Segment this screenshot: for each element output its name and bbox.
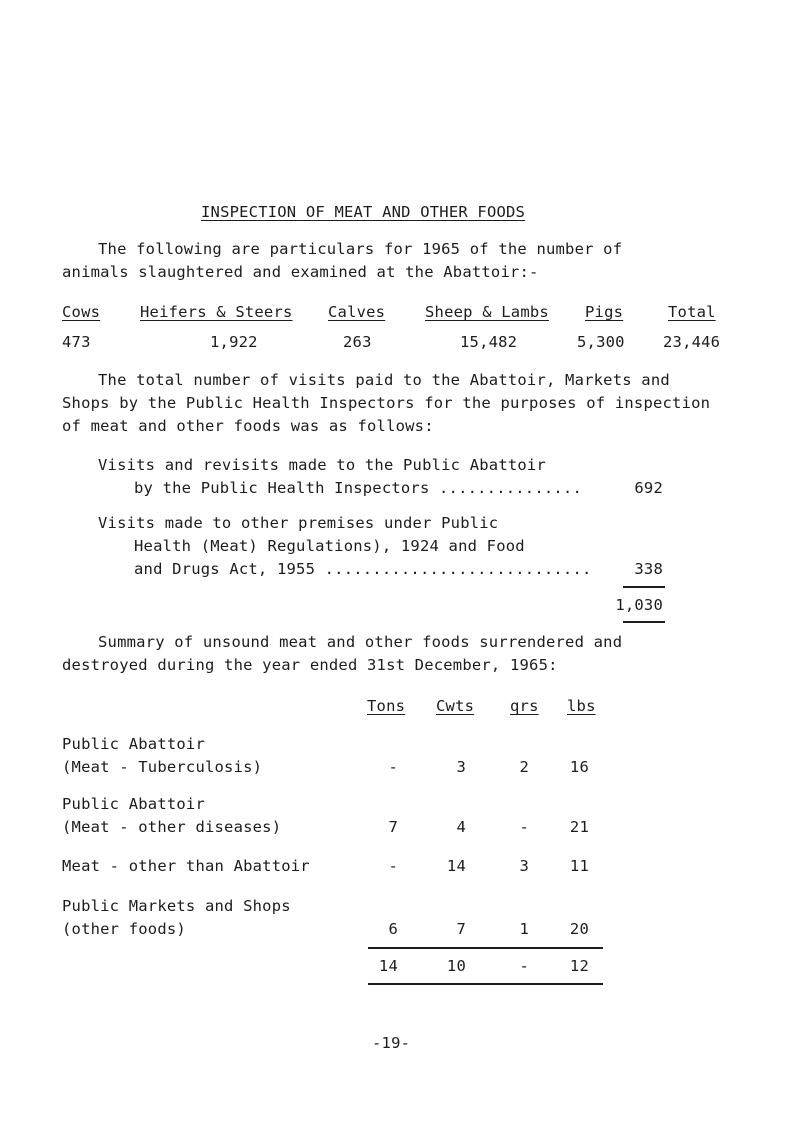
animals-header-cows: Cows	[62, 303, 101, 321]
summary-total-cwts: 10	[446, 957, 466, 975]
summary-row-1-tons: -	[388, 758, 398, 776]
visits-intro-line-1: The total number of visits paid to the Abattoir, Markets and	[98, 371, 670, 389]
summary-header-lbs: lbs	[567, 697, 596, 715]
summary-row-4-label-2: (other foods)	[62, 920, 186, 938]
summary-row-3-tons: -	[388, 857, 398, 875]
summary-total-rule-bottom	[368, 983, 603, 985]
intro-line-1: The following are particulars for 1965 of the number of	[98, 240, 623, 258]
visit-item-1-line-2: by the Public Health Inspectors ...............	[134, 479, 582, 497]
animals-header-total: Total	[668, 303, 716, 321]
summary-row-3-qrs: 3	[519, 857, 529, 875]
summary-row-2-label-1: Public Abattoir	[62, 795, 205, 813]
visit-item-2-line-2: Health (Meat) Regulations), 1924 and Food	[134, 537, 525, 555]
summary-row-1-label-1: Public Abattoir	[62, 735, 205, 753]
visit-item-2-line-3: and Drugs Act, 1955 ............................	[134, 560, 592, 578]
intro-line-2: animals slaughtered and examined at the Abattoir:-	[62, 263, 539, 281]
summary-row-4-label-1: Public Markets and Shops	[62, 897, 291, 915]
summary-row-2-qrs: -	[519, 818, 529, 836]
page-title: INSPECTION OF MEAT AND OTHER FOODS	[201, 203, 526, 221]
summary-header-cwts: Cwts	[436, 697, 475, 715]
animals-header-sheep-lambs: Sheep & Lambs	[425, 303, 549, 321]
summary-row-4-cwts: 7	[456, 920, 466, 938]
summary-row-3-label-1: Meat - other than Abattoir	[62, 857, 310, 875]
summary-row-4-lbs: 20	[569, 920, 589, 938]
summary-row-2-label-2: (Meat - other diseases)	[62, 818, 282, 836]
summary-row-1-label-2: (Meat - Tuberculosis)	[62, 758, 263, 776]
animals-header-pigs: Pigs	[585, 303, 624, 321]
animals-value-calves: 263	[343, 333, 372, 351]
summary-row-4-qrs: 1	[519, 920, 529, 938]
summary-intro-line-1: Summary of unsound meat and other foods surrendered and	[98, 633, 623, 651]
animals-value-total: 23,446	[663, 333, 721, 351]
summary-total-lbs: 12	[569, 957, 589, 975]
summary-row-1-cwts: 3	[456, 758, 466, 776]
visit-item-2-line-1: Visits made to other premises under Public	[98, 514, 499, 532]
summary-row-2-tons: 7	[388, 818, 398, 836]
visit-item-2-value: 338	[634, 560, 663, 578]
summary-row-2-lbs: 21	[569, 818, 589, 836]
visits-total-rule-top	[623, 586, 665, 588]
summary-total-rule-top	[368, 947, 603, 949]
animals-value-heifers-steers: 1,922	[210, 333, 258, 351]
animals-value-sheep-lambs: 15,482	[460, 333, 518, 351]
visit-item-1-value: 692	[634, 479, 663, 497]
animals-header-heifers-steers: Heifers & Steers	[140, 303, 293, 321]
animals-header-calves: Calves	[328, 303, 386, 321]
visits-total-rule-bottom	[623, 621, 665, 623]
summary-row-1-lbs: 16	[569, 758, 589, 776]
summary-total-tons: 14	[378, 957, 398, 975]
summary-row-1-qrs: 2	[519, 758, 529, 776]
summary-row-3-cwts: 14	[446, 857, 466, 875]
visits-intro-line-3: of meat and other foods was as follows:	[62, 417, 434, 435]
page-number: -19-	[372, 1034, 411, 1052]
animals-value-cows: 473	[62, 333, 91, 351]
visit-item-1-line-1: Visits and revisits made to the Public Abattoir	[98, 456, 546, 474]
summary-intro-line-2: destroyed during the year ended 31st December, 1965:	[62, 656, 558, 674]
summary-total-qrs: -	[519, 957, 529, 975]
visits-intro-line-2: Shops by the Public Health Inspectors for the purposes of inspection	[62, 394, 711, 412]
summary-row-2-cwts: 4	[456, 818, 466, 836]
summary-header-qrs: qrs	[510, 697, 539, 715]
summary-row-3-lbs: 11	[569, 857, 589, 875]
animals-value-pigs: 5,300	[577, 333, 625, 351]
summary-header-tons: Tons	[367, 697, 406, 715]
visits-total: 1,030	[615, 596, 663, 614]
summary-row-4-tons: 6	[388, 920, 398, 938]
